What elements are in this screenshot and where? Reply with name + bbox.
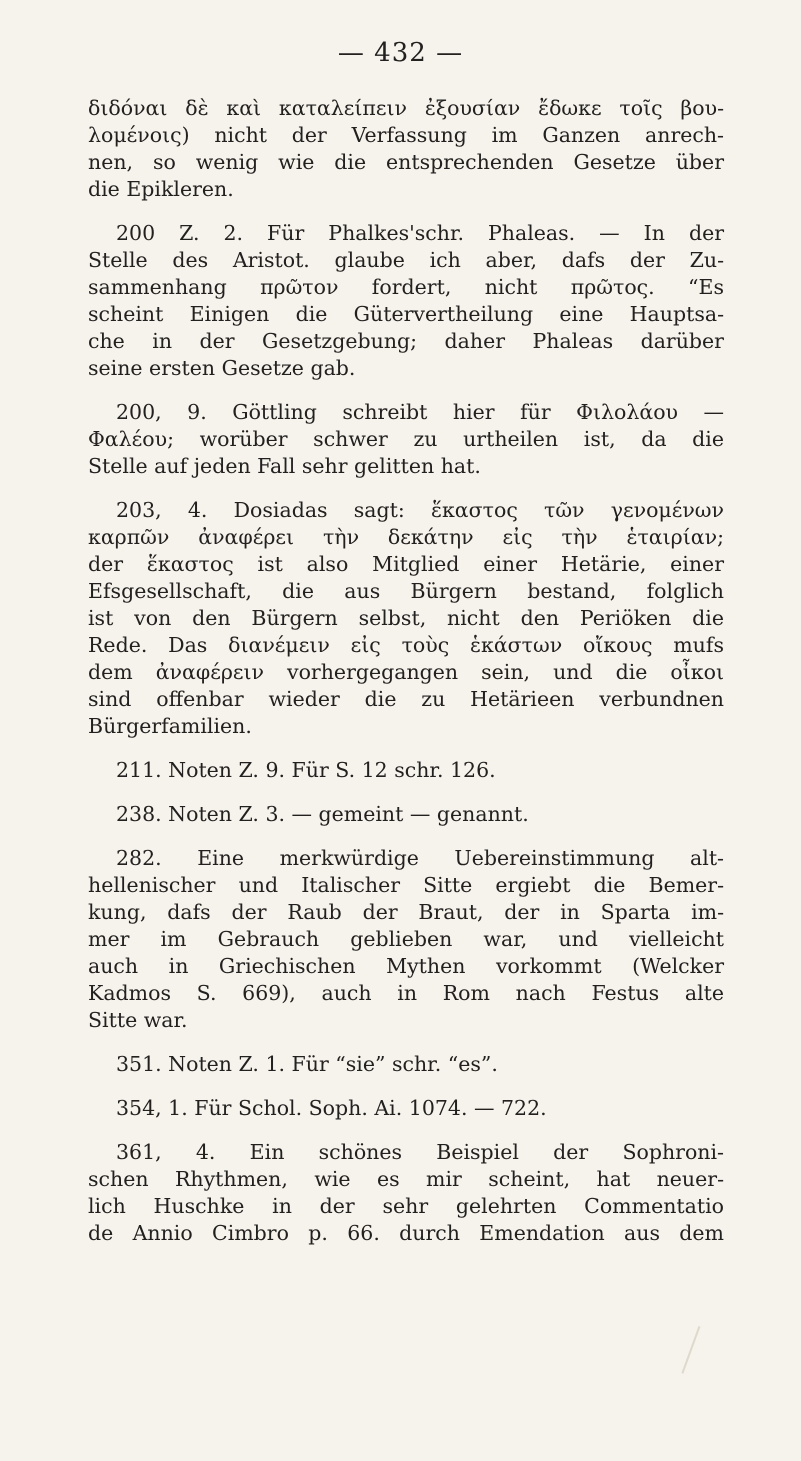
text-line: nen, so wenig wie die entsprechenden Gesetze über [88, 150, 724, 174]
text-line: de Annio Cimbro p. 66. durch Emendation aus dem [88, 1221, 724, 1245]
text-line: Stelle des Aristot. glaube ich aber, dafs der Zu- [88, 248, 724, 272]
text-line: mer im Gebrauch geblieben war, und vielleicht [88, 927, 724, 951]
text-line: che in der Gesetzgebung; daher Phaleas darüber [88, 329, 724, 353]
text-line: Efsgesellschaft, die aus Bürgern bestand, folglich [88, 579, 724, 603]
text-line: 200, 9. Göttling schreibt hier für Φιλολάου — [116, 400, 724, 424]
text-line: schen Rhythmen, wie es mir scheint, hat neuer- [88, 1167, 724, 1191]
text-line: hellenischer und Italischer Sitte ergiebt die Bemer- [88, 873, 724, 897]
text-line: Φαλέου; worüber schwer zu urtheilen ist, da die [88, 427, 724, 451]
text-line: 282. Eine merkwürdige Uebereinstimmung alt- [116, 846, 724, 870]
text-line: λομένοις) nicht der Verfassung im Ganzen anrech- [88, 123, 724, 147]
text-line: sind offenbar wieder die zu Hetärieen verbundnen [88, 687, 724, 711]
text-line: Sitte war. [88, 1008, 188, 1032]
text-line: 351. Noten Z. 1. Für “sie” schr. “es”. [116, 1052, 498, 1076]
text-line: scheint Einigen die Gütervertheilung eine Hauptsa- [88, 302, 724, 326]
page-number: — 432 — [337, 38, 464, 68]
text-line: 211. Noten Z. 9. Für S. 12 schr. 126. [116, 758, 496, 782]
text-line: Rede. Das διανέμειν εἰς τοὺς ἑκάστων οἴκους mufs [88, 633, 724, 657]
text-line: 203, 4. Dosiadas sagt: ἕκαστος τῶν γενομένων [116, 498, 724, 522]
text-line: lich Huschke in der sehr gelehrten Commentatio [88, 1194, 724, 1218]
text-line: καρπῶν ἀναφέρει τὴν δεκάτην εἰς τὴν ἑταιρίαν; [88, 525, 724, 549]
text-line: Kadmos S. 669), auch in Rom nach Festus alte [88, 981, 724, 1005]
text-line: Stelle auf jeden Fall sehr gelitten hat. [88, 454, 481, 478]
text-line: sammenhang πρῶτον fordert, nicht πρῶτος. “Es [88, 275, 724, 299]
paper-stain [681, 1326, 728, 1384]
text-line: 200 Z. 2. Für Phalkes'schr. Phaleas. — In der [116, 221, 724, 245]
text-line: Bürgerfamilien. [88, 714, 252, 738]
text-line: dem ἀναφέρειν vorhergegangen sein, und die οἶκοι [88, 660, 724, 684]
text-line: die Epikleren. [88, 177, 234, 201]
text-line: seine ersten Gesetze gab. [88, 356, 356, 380]
text-line: kung, dafs der Raub der Braut, der in Sparta im- [88, 900, 724, 924]
text-line: der ἕκαστος ist also Mitglied einer Hetärie, einer [88, 552, 724, 576]
text-line: ist von den Bürgern selbst, nicht den Periöken die [88, 606, 724, 630]
text-line: 361, 4. Ein schönes Beispiel der Sophroni- [116, 1140, 724, 1164]
text-line: auch in Griechischen Mythen vorkommt (Welcker [88, 954, 724, 978]
text-line: 354, 1. Für Schol. Soph. Ai. 1074. — 722. [116, 1096, 547, 1120]
text-line: 238. Noten Z. 3. — gemeint — genannt. [116, 802, 529, 826]
text-line: διδόναι δὲ καὶ καταλείπειν ἐξουσίαν ἔδωκε τοῖς βου- [88, 96, 724, 120]
